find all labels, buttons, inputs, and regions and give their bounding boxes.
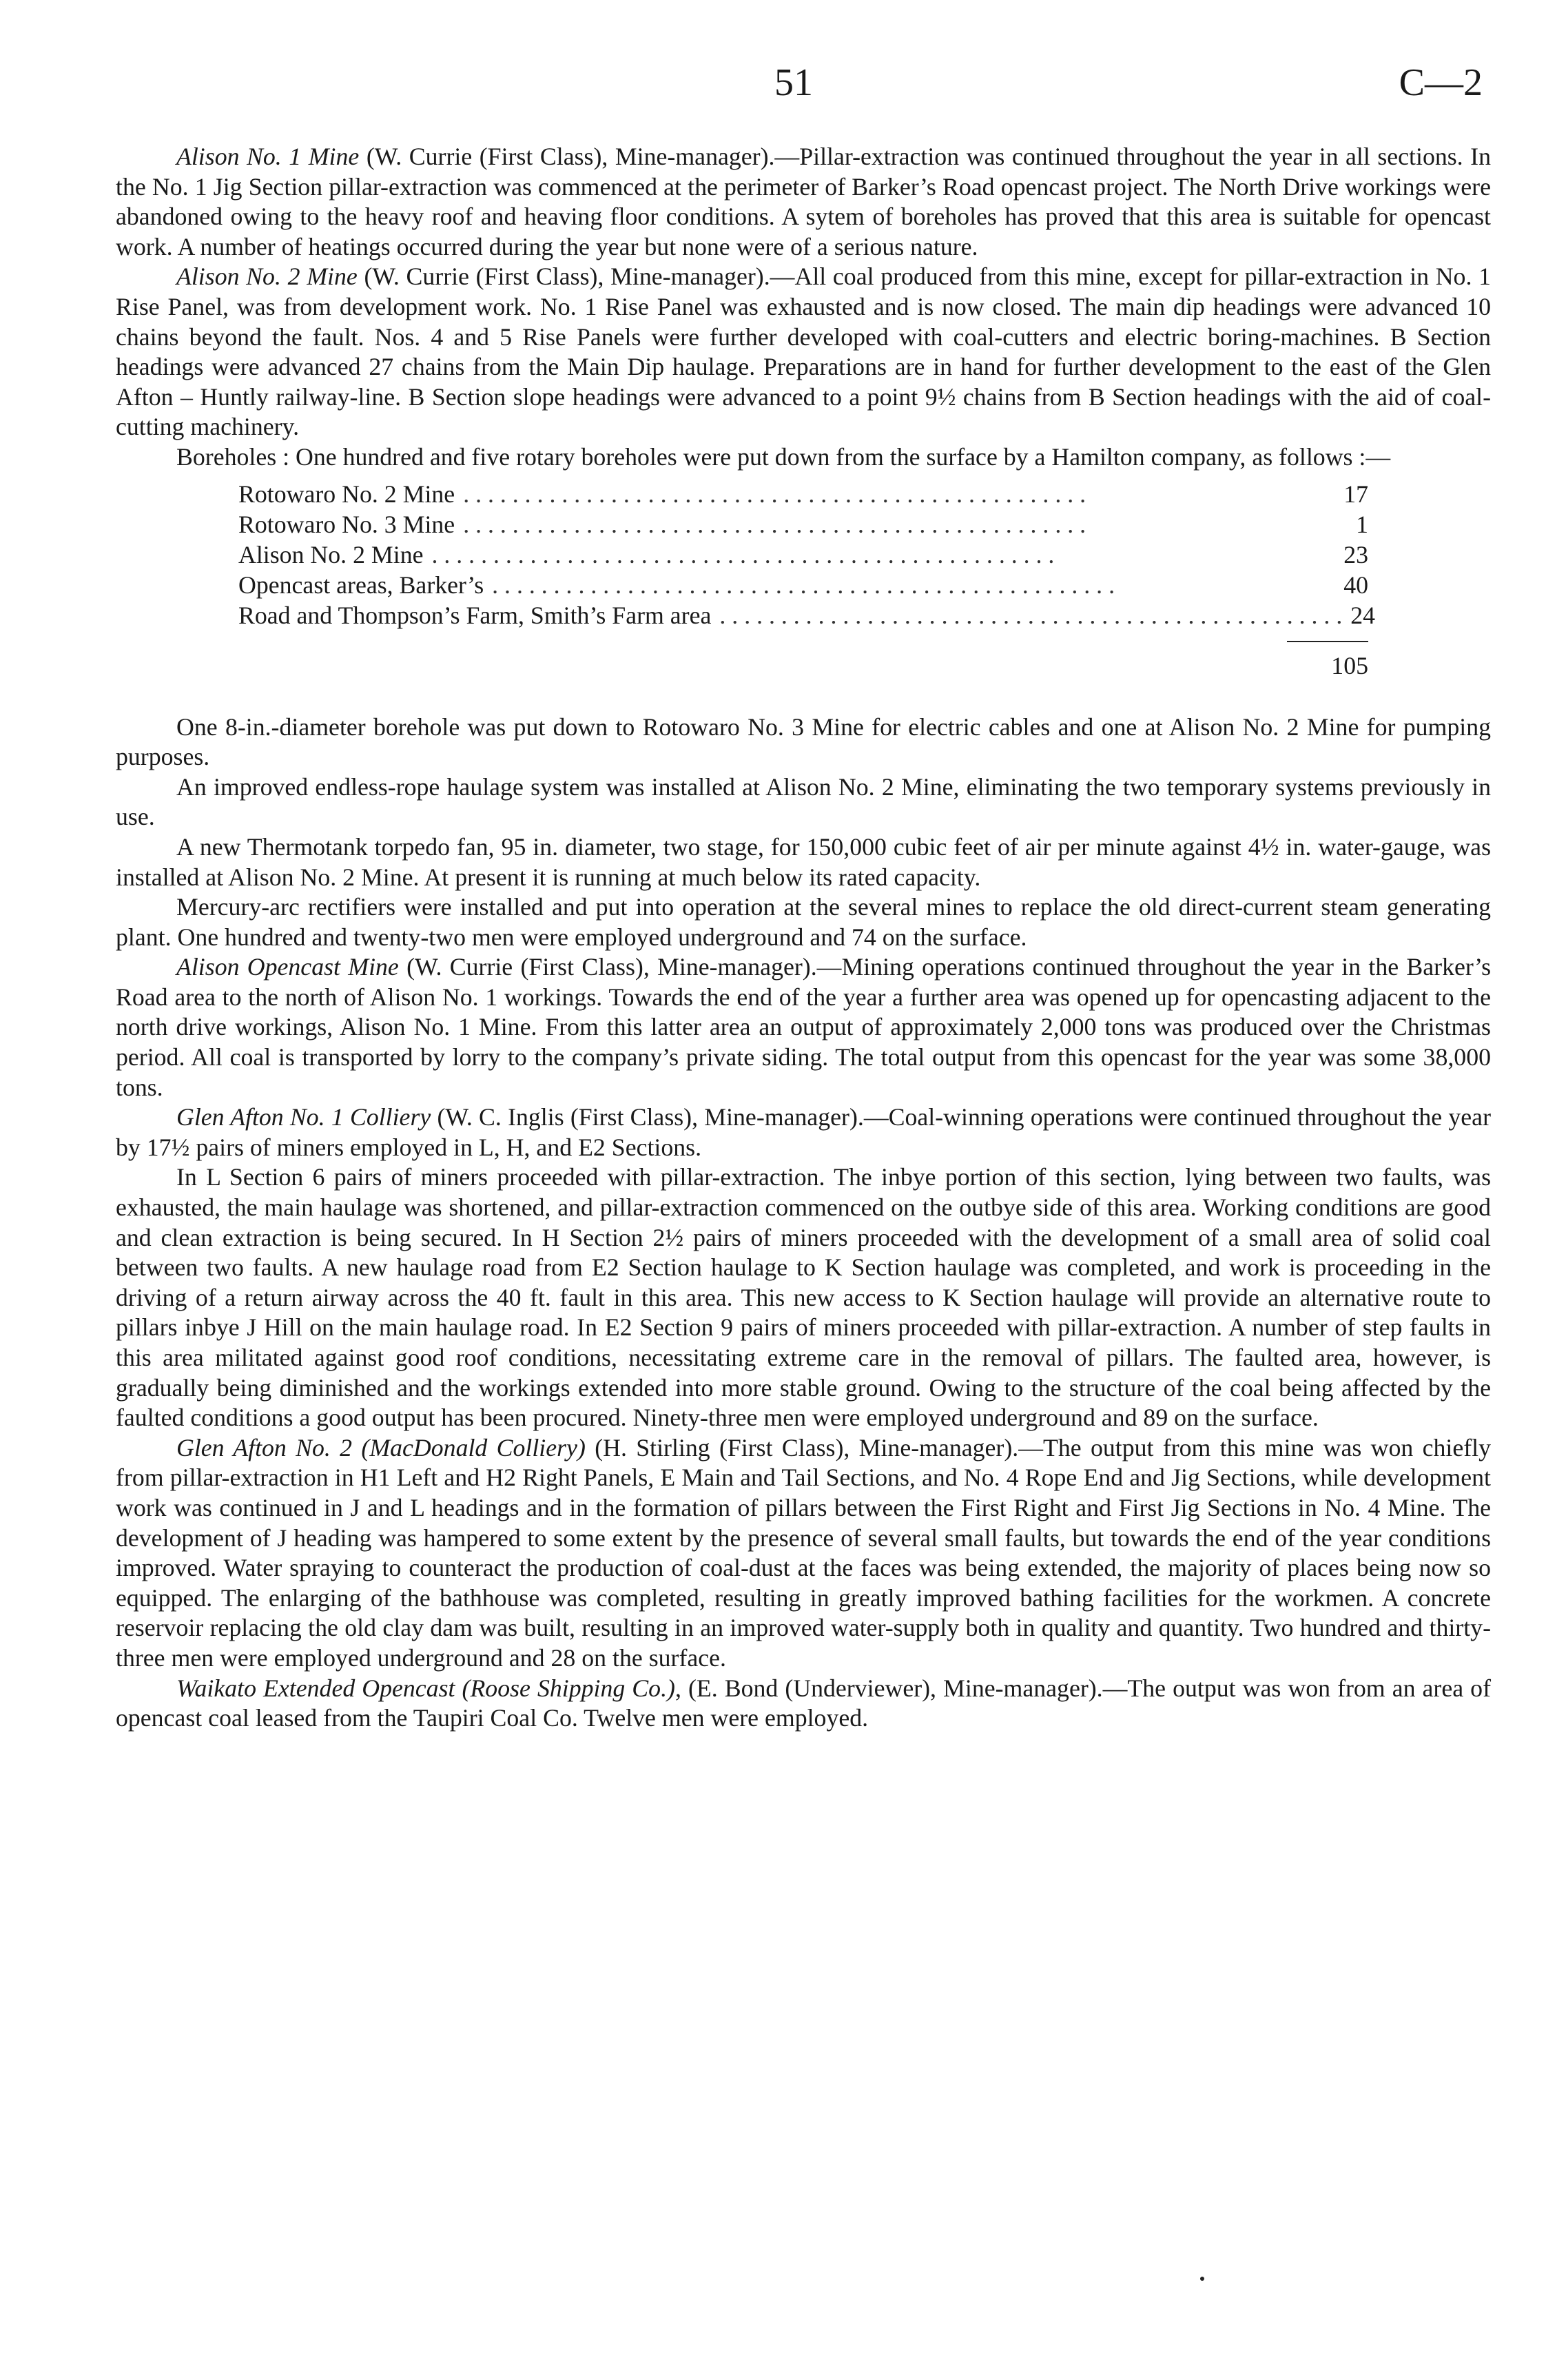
paragraph-text: Mercury-arc rectifiers were installed and put into operation at the several mines to replace the old direct-current steam generating plant. One hundred and twenty-two men were employed underground and 74 on the surface. [116, 893, 1491, 951]
paragraph-text: , (E. Bond (Underviewer), Mine-manager).—The output was won from an area of opencast coal leased from the Taupiri Coal Co. Twelve men were employed. [116, 1674, 1491, 1732]
spacer [116, 690, 1491, 712]
row-label: Road and Thompson’s Farm, Smith’s Farm area [238, 601, 712, 629]
paragraph-text: (H. Stirling (First Class), Mine-manager).—The output from this mine was won chiefly from pillar-extraction in H1 Left and H2 Right Panels, E Main and Tail Sections, and No. 4 Rope End and Jig Sections, while development work was continued in J and L headings and in the formation of pillars between the First Right and First Jig Sections in No. 4 Mine. The development of J heading was hampered to some extent by the presence of several small faults, but towards the end of the year conditions improved. Water spraying to counteract the production of coal-dust at the faces was being extended, the majority of places being now so equipped. The enlarging of the bathhouse was completed, resulting in greatly improved bathing facilities for the workmen. A concrete reservoir replacing the old clay dam was built, resulting in an improved water-supply both in quality and quantity. Two hundred and thirty-three men were employed underground and 28 on the surface. [116, 1433, 1491, 1672]
mine-name: Glen Afton No. 2 (MacDonald Colliery) [176, 1433, 586, 1461]
paragraph-borehole-cables [116, 712, 1491, 772]
leader-dots: . . . . . . . . . . . . . . . . . . . . . . . . . . . . . . . . . . . . . . . . . . . . . . . . . . . [463, 510, 1086, 538]
paragraph-text: (W. C. Inglis (First Class), Mine-manager).—Coal-winning operations were continued throughout the year by 17½ pairs of miners employed in L, H, and E2 Sections. [116, 1103, 1491, 1161]
paragraph-text: One 8-in.-diameter borehole was put down to Rotowaro No. 3 Mine for electric cables and one at Alison No. 2 Mine for pumping purposes. [116, 712, 1491, 771]
paragraph-text: (W. Currie (First Class), Mine-manager).—All coal produced from this mine, except for pillar-extraction in No. 1 Rise Panel, was from development work. No. 1 Rise Panel was exhausted and is now closed. The main dip headings were advanced 10 chains beyond the fault. Nos. 4 and 5 Rise Panels were further developed with coal-cutters and electric boring-machines. B Section headings were advanced 27 chains from the Main Dip haulage. Preparations are in hand for further development to the east of the Glen Afton – Huntly railway-line. B Section slope headings were advanced to a point 9½ chains from B Section headings with the aid of coal-cutting machinery. [116, 263, 1491, 441]
paragraph-text: (W. Currie (First Class), Mine-manager).—Pillar-extraction was continued throughout the year in all sections. In the No. 1 Jig Section pillar-extraction was commenced at the perimeter of Barker’s Road opencast project. The North Drive workings were abandoned owing to the heavy roof and heaving floor conditions. A sytem of boreholes has proved that this area is suitable for opencast work. A number of heatings occurred during the year but none were of a serious nature. [116, 143, 1491, 260]
paragraph-glen-afton-no2 [116, 1433, 1491, 1674]
mine-name: Alison Opencast Mine [176, 953, 399, 981]
document-code: C—2 [1399, 61, 1483, 104]
paragraph-text: A new Thermotank torpedo fan, 95 in. diameter, two stage, for 150,000 cubic feet of air per minute against 4½ in. water-gauge, was installed at Alison No. 2 Mine. At present it is running at much below its rated capacity. [116, 832, 1491, 891]
row-value: 24 [1350, 601, 1376, 629]
row-label: Opencast areas, Barker’s [238, 571, 484, 599]
row-value: 40 [1343, 571, 1368, 599]
row-value: 23 [1343, 540, 1368, 568]
leader-dots: . . . . . . . . . . . . . . . . . . . . . . . . . . . . . . . . . . . . . . . . . . . . . . . . . . . [492, 571, 1115, 599]
paragraph-waikato-opencast [116, 1674, 1491, 1734]
table-row [238, 571, 1368, 601]
paragraph-text: In L Section 6 pairs of miners proceeded with pillar-extraction. The inbye portion of this section, lying between two faults, was exhausted, the main haulage was shortened, and pillar-extraction commenced on the outbye side of this area. Working conditions are good and clean extraction is being secured. In H Section 2½ pairs of miners proceeded with the development of a small area of solid coal between two faults. A new haulage road from E2 Section haulage to K Section haulage was completed, and work is proceeding in the driving of a return airway across the 40 ft. fault in this area. This new access to K Section haulage will provide an alternative route to pillars inbye J Hill on the main haulage road. In E2 Section 9 pairs of miners proceeded with pillar-extraction. A number of step faults in this area militated against good roof conditions, necessitating extreme care in the removal of pillars. The faulted area, however, is gradually being diminished and the workings extended into more stable ground. Owing to the structure of the coal being affected by the faulted conditions a good output has been procured. Ninety-three men were employed underground and 89 on the surface. [116, 1163, 1491, 1432]
table-row [238, 480, 1368, 510]
row-label: Alison No. 2 Mine [238, 540, 424, 568]
paragraph-rectifiers [116, 892, 1491, 952]
table-row [238, 601, 1376, 631]
paragraph-text: (W. Currie (First Class), Mine-manager).—Mining operations continued throughout the year in the Barker’s Road area to the north of Alison No. 1 workings. Towards the end of the year a further area was opened up for opencasting adjacent to the north drive workings, Alison No. 1 Mine. From this latter area an output of approximately 2,000 tons was produced over the Christmas period. All coal is transported by lorry to the company’s private siding. The total output from this opencast for the year was some 38,000 tons. [116, 953, 1491, 1101]
leader-dots: . . . . . . . . . . . . . . . . . . . . . . . . . . . . . . . . . . . . . . . . . . . . . . . . . . . [431, 540, 1055, 568]
row-value: 1 [1356, 510, 1368, 538]
leader-dots: . . . . . . . . . . . . . . . . . . . . . . . . . . . . . . . . . . . . . . . . . . . . . . . . . . . [463, 480, 1086, 508]
table-row [238, 540, 1368, 571]
paragraph-alison-opencast [116, 952, 1491, 1102]
total-value: 105 [1331, 651, 1368, 679]
row-label: Rotowaro No. 3 Mine [238, 510, 455, 538]
paragraph-haulage [116, 772, 1491, 832]
paragraph-boreholes [116, 442, 1491, 473]
paragraph-glen-afton-no1 [116, 1102, 1491, 1162]
row-label: Rotowaro No. 2 Mine [238, 480, 455, 508]
mine-name: Waikato Extended Opencast (Roose Shipping Co.) [176, 1674, 675, 1702]
paragraph-fan [116, 832, 1491, 892]
row-value: 17 [1343, 480, 1368, 508]
paragraph-text: An improved endless-rope haulage system was installed at Alison No. 2 Mine, eliminating the two temporary systems previously in use. [116, 772, 1491, 831]
page-number: 51 [774, 61, 813, 104]
mine-name: Glen Afton No. 1 Colliery [176, 1103, 431, 1131]
leader-dots: . . . . . . . . . . . . . . . . . . . . . . . . . . . . . . . . . . . . . . . . . . . . . . . . . . . [719, 601, 1343, 629]
mine-name: Alison No. 2 Mine [176, 263, 358, 291]
paragraph-text: Boreholes : One hundred and five rotary boreholes were put down from the surface by a Hamilton company, as follows :— [176, 442, 1391, 471]
report-body [116, 142, 1491, 1734]
paragraph-alison-no2 [116, 262, 1491, 442]
table-total [238, 642, 1368, 690]
boreholes-table [116, 480, 1376, 690]
mine-name: Alison No. 1 Mine [176, 143, 360, 170]
ink-speck [1200, 2277, 1204, 2281]
table-row [238, 510, 1368, 540]
paragraph-l-section [116, 1162, 1491, 1433]
paragraph-alison-no1 [116, 142, 1491, 262]
